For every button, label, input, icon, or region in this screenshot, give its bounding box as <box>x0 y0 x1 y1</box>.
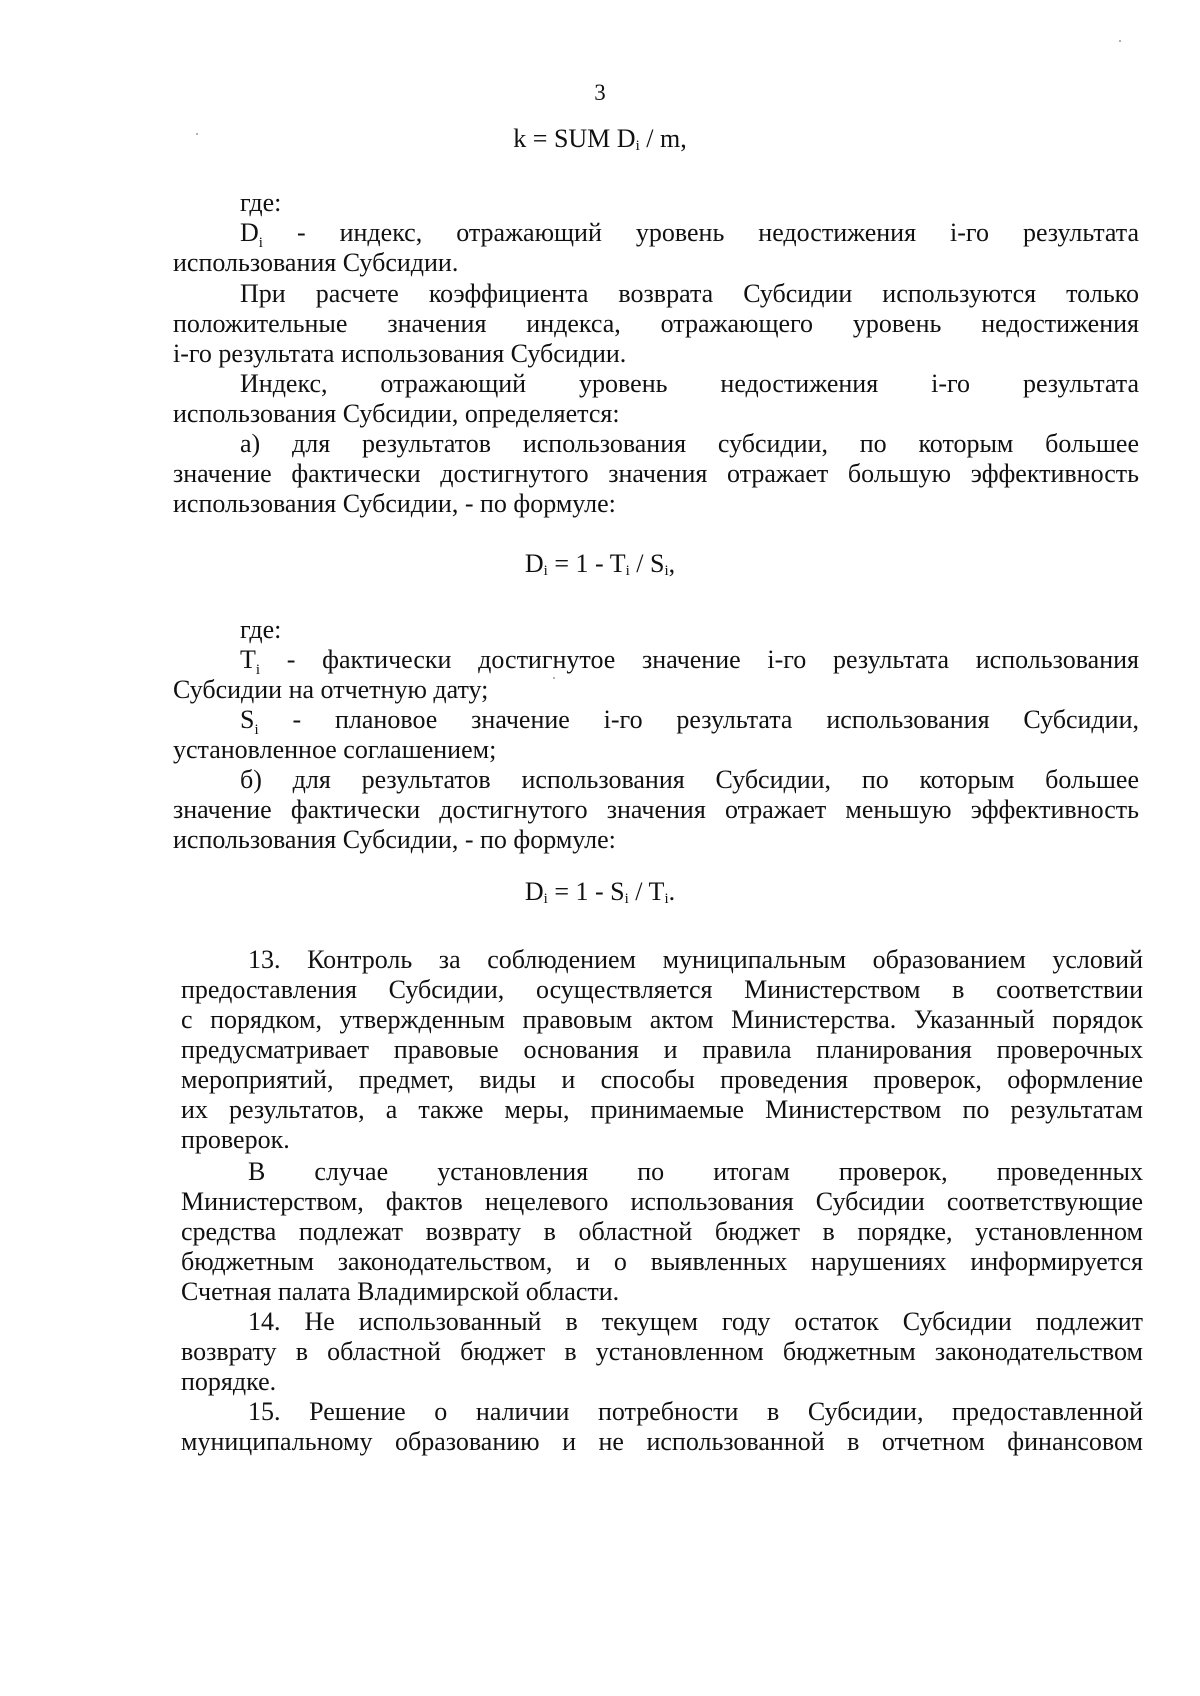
case-line1: В случае установления по итогам проверок, проведенных <box>248 1157 1143 1186</box>
para-b-line3: использования Субсидии, - по формуле: <box>173 825 616 854</box>
p14-line2: возврату в областной бюджет в установленном бюджетным законодательством <box>181 1337 1143 1366</box>
scan-speck <box>196 133 198 135</box>
raschet-line2: положительные значения индекса, отражающего уровень недостижения <box>173 309 1139 338</box>
para-b-line2: значение фактически достигнутого значения отражает меньшую эффективность <box>173 795 1139 824</box>
case-line5: Счетная палата Владимирской области. <box>181 1277 620 1306</box>
p13-line7: проверок. <box>181 1125 290 1154</box>
ti-definition-line2: Субсидии на отчетную дату; <box>173 675 489 704</box>
where-label-2: где: <box>240 615 282 644</box>
where-label: где: <box>240 188 282 217</box>
p13-line3: с порядком, утвержденным правовым актом Министерства. Указанный порядок <box>181 1005 1143 1034</box>
p14-line3: порядке. <box>181 1367 277 1396</box>
p15-line2: муниципальному образованию и не использованной в отчетном финансовом <box>181 1427 1143 1456</box>
p14-line1: 14. Не использованный в текущем году остаток Субсидии подлежит <box>248 1307 1143 1336</box>
page-number: 3 <box>594 80 606 105</box>
formula-k: k = SUM $D_i$ / m, <box>513 124 687 154</box>
para-b-line1: б) для результатов использования Субсидии, по которым большее <box>240 765 1139 794</box>
index-line2: использования Субсидии, определяется: <box>173 399 620 428</box>
p13-line2: предоставления Субсидии, осуществляется Министерством в соответствии <box>181 975 1143 1004</box>
si-definition-line2: установленное соглашением; <box>173 735 497 764</box>
case-line2: Министерством, фактов нецелевого использования Субсидии соответствующие <box>181 1187 1143 1216</box>
para-a-line3: использования Субсидии, - по формуле: <box>173 489 616 518</box>
p13-line5: мероприятий, предмет, виды и способы проведения проверок, оформление <box>181 1065 1143 1094</box>
p13-line6: их результатов, а также меры, принимаемые Министерством по результатам <box>181 1095 1143 1124</box>
p15-line1: 15. Решение о наличии потребности в Субсидии, предоставленной <box>248 1397 1143 1426</box>
raschet-line1: При расчете коэффициента возврата Субсидии используются только <box>240 279 1139 308</box>
ti-definition-line1: $T_i$ - фактически достигнутое значение i-го результата использования <box>240 645 1139 679</box>
para-a-line2: значение фактически достигнутого значения отражает большую эффективность <box>173 459 1139 488</box>
di-definition-line1: $D_i$ - индекс, отражающий уровень недостижения i-го результата <box>240 218 1139 252</box>
p13-line1: 13. Контроль за соблюдением муниципальным образованием условий <box>248 945 1143 974</box>
case-line4: бюджетным законодательством, и о выявленных нарушениях информируется <box>181 1247 1143 1276</box>
scan-speck <box>553 677 555 679</box>
index-line1: Индекс, отражающий уровень недостижения i-го результата <box>240 369 1139 398</box>
formula-b: $D_i = 1 - S_i / T_i$. <box>524 877 676 907</box>
para-a-line1: а) для результатов использования субсидии, по которым большее <box>240 429 1139 458</box>
raschet-line3: i-го результата использования Субсидии. <box>173 339 627 368</box>
si-definition-line1: $S_i$ - плановое значение i-го результата использования Субсидии, <box>240 705 1139 739</box>
p13-line4: предусматривает правовые основания и правила планирования проверочных <box>181 1035 1143 1064</box>
di-definition-line2: использования Субсидии. <box>173 248 459 277</box>
case-line3: средства подлежат возврату в областной бюджет в порядке, установленном <box>181 1217 1143 1246</box>
scan-speck <box>1119 40 1121 42</box>
formula-a: $D_i = 1 - T_i / S_i$, <box>524 549 676 579</box>
